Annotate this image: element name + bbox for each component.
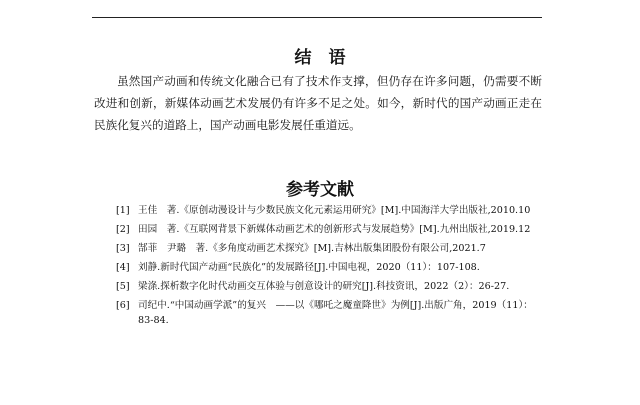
- reference-item: [116, 279, 544, 294]
- reference-text: 刘静.新时代国产动画“民族化”的发展路径[J].中国电视，2020（11）：107-108.: [138, 262, 480, 273]
- reference-text: 郜菲 尹璐 著.《多角度动画艺术探究》[M].吉林出版集团股份有限公司,2021.7: [138, 243, 486, 254]
- reference-number: [3]: [116, 243, 130, 254]
- reference-item: [116, 298, 544, 328]
- references-heading: 参考文献: [286, 180, 354, 200]
- conclusion-paragraph: 虽然国产动画和传统文化融合已有了技术作支撑，但仍存在许多问题，仍需要不断改进和创新，新媒体动画艺术发展仍有许多不足之处。如今，新时代的国产动画正走在民族化复兴的道路上，国产动画电影发展任重道远。: [94, 74, 542, 132]
- reference-item: [116, 260, 544, 275]
- reference-item: [116, 203, 544, 218]
- reference-text: 梁涤.探析数字化时代动画交互体验与创意设计的研究[J].科技资讯，2022（2）：26-27.: [138, 281, 510, 292]
- reference-number: [6]: [116, 300, 130, 311]
- reference-number: [1]: [116, 205, 130, 216]
- reference-item: [116, 241, 544, 256]
- reference-number: [5]: [116, 281, 130, 292]
- reference-item: [116, 222, 544, 237]
- reference-text: 王佳 著.《原创动漫设计与少数民族文化元素运用研究》[M].中国海洋大学出版社,2010.10: [138, 205, 531, 216]
- reference-number: [4]: [116, 262, 130, 273]
- reference-number: [2]: [116, 224, 130, 235]
- reference-list: [116, 203, 544, 332]
- reference-text: 司纪中.“中国动画学派”的复兴 ——以《哪吒之魔童降世》为例[J].出版广角，2019（11）：83-84.: [138, 300, 533, 326]
- conclusion-heading: 结 语: [294, 48, 346, 68]
- reference-text: 田园 著.《互联网背景下新媒体动画艺术的创新形式与发展趋势》[M].九州出版社,2019.12: [138, 224, 531, 235]
- header-rule: [92, 17, 542, 18]
